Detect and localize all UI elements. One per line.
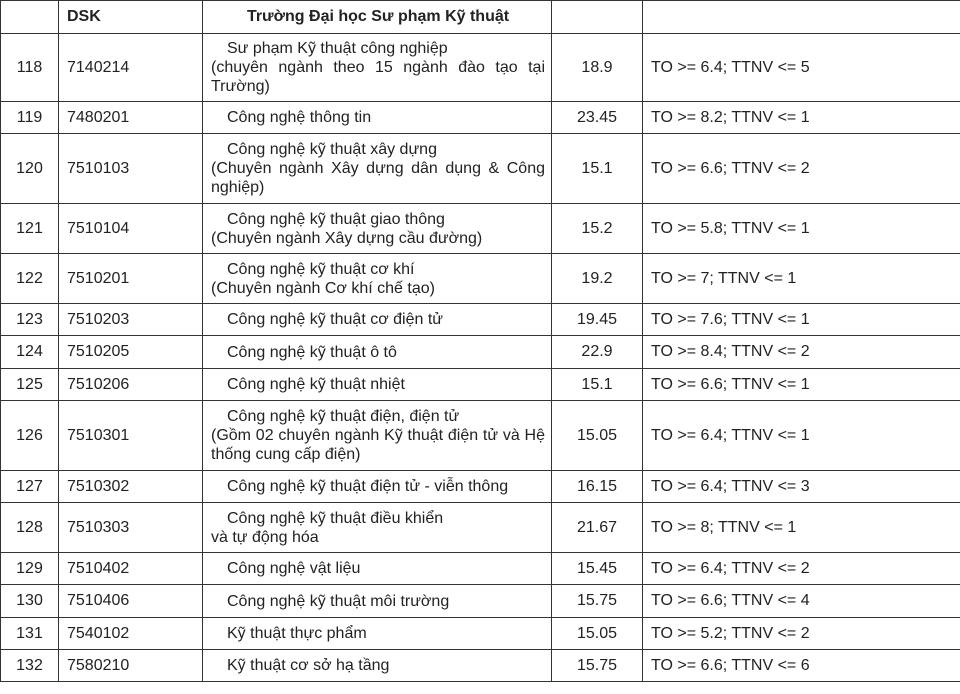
- row-index: 118: [1, 34, 59, 102]
- header-code: DSK: [59, 1, 203, 34]
- row-condition: TO >= 6.6; TTNV <= 4: [643, 585, 960, 618]
- row-major: [203, 336, 552, 369]
- header-index: [1, 1, 59, 34]
- row-score: 18.9: [552, 34, 643, 102]
- row-score: 15.2: [552, 204, 643, 254]
- major-name: Công nghệ kỹ thuật cơ khí: [227, 260, 415, 278]
- major-note: và tự động hóa: [211, 528, 319, 546]
- major-note: (Chuyên ngành Xây dựng cầu đường): [211, 229, 483, 247]
- row-major: [203, 204, 552, 254]
- row-code: 7510302: [59, 471, 203, 503]
- row-major: [203, 34, 552, 102]
- major-name: Công nghệ kỹ thuật ô tô: [227, 343, 397, 361]
- row-condition: TO >= 6.4; TTNV <= 1: [643, 401, 960, 471]
- row-index: 119: [1, 102, 59, 134]
- row-index: 124: [1, 336, 59, 369]
- table-row: [1, 553, 960, 585]
- row-condition: TO >= 5.2; TTNV <= 2: [643, 618, 960, 650]
- row-index: 120: [1, 134, 59, 204]
- row-major: [203, 585, 552, 618]
- table-header-row: [1, 1, 960, 34]
- row-score: 15.05: [552, 401, 643, 471]
- row-index: 131: [1, 618, 59, 650]
- row-condition: TO >= 6.4; TTNV <= 5: [643, 34, 960, 102]
- row-condition: TO >= 6.6; TTNV <= 2: [643, 134, 960, 204]
- row-score: 21.67: [552, 503, 643, 553]
- row-index: 123: [1, 304, 59, 336]
- row-index: 129: [1, 553, 59, 585]
- major-name: Sư phạm Kỹ thuật công nghiệp: [227, 40, 448, 57]
- table-row: [1, 102, 960, 134]
- table-row: [1, 503, 960, 553]
- row-code: 7510402: [59, 553, 203, 585]
- row-code: 7140214: [59, 34, 203, 102]
- row-major: [203, 401, 552, 471]
- major-name: Công nghệ kỹ thuật nhiệt: [227, 376, 405, 393]
- row-score: 15.75: [552, 585, 643, 618]
- table-row: [1, 34, 960, 102]
- row-code: 7510103: [59, 134, 203, 204]
- table-row: [1, 585, 960, 618]
- row-condition: TO >= 8.2; TTNV <= 1: [643, 102, 960, 134]
- row-index: 132: [1, 650, 59, 682]
- row-score: 23.45: [552, 102, 643, 134]
- major-name: Kỹ thuật thực phẩm: [227, 625, 367, 642]
- row-score: 15.45: [552, 553, 643, 585]
- major-name: Công nghệ kỹ thuật cơ điện tử: [227, 311, 443, 328]
- row-major: [203, 134, 552, 204]
- row-score: 16.15: [552, 471, 643, 503]
- major-name: Công nghệ kỹ thuật giao thông: [227, 210, 445, 228]
- table-body: [1, 34, 960, 682]
- row-major: [203, 650, 552, 682]
- row-index: 127: [1, 471, 59, 503]
- row-code: 7510203: [59, 304, 203, 336]
- row-condition: TO >= 8; TTNV <= 1: [643, 503, 960, 553]
- row-index: 122: [1, 254, 59, 304]
- major-note: (Chuyên ngành Xây dựng dân dụng & Công nghiệp): [211, 160, 545, 196]
- row-condition: TO >= 5.8; TTNV <= 1: [643, 204, 960, 254]
- row-condition: TO >= 6.6; TTNV <= 6: [643, 650, 960, 682]
- major-name: Công nghệ thông tin: [227, 109, 372, 126]
- row-major: [203, 102, 552, 134]
- row-major: [203, 553, 552, 585]
- row-code: 7510206: [59, 369, 203, 401]
- row-major: [203, 304, 552, 336]
- table-row: [1, 650, 960, 682]
- row-score: 22.9: [552, 336, 643, 369]
- row-major: [203, 471, 552, 503]
- table-row: [1, 369, 960, 401]
- row-index: 130: [1, 585, 59, 618]
- table-row: [1, 401, 960, 471]
- row-code: 7580210: [59, 650, 203, 682]
- major-name: Công nghệ kỹ thuật điện, điện tử: [227, 408, 460, 425]
- row-code: 7510205: [59, 336, 203, 369]
- row-code: 7510303: [59, 503, 203, 553]
- row-major: [203, 618, 552, 650]
- row-index: 125: [1, 369, 59, 401]
- row-condition: TO >= 7; TTNV <= 1: [643, 254, 960, 304]
- row-code: 7510201: [59, 254, 203, 304]
- row-score: 15.75: [552, 650, 643, 682]
- row-major: [203, 503, 552, 553]
- row-code: 7540102: [59, 618, 203, 650]
- major-note: (Chuyên ngành Cơ khí chế tạo): [211, 279, 435, 297]
- row-index: 126: [1, 401, 59, 471]
- table-row: [1, 336, 960, 369]
- row-score: 15.1: [552, 369, 643, 401]
- table-row: [1, 304, 960, 336]
- row-major: [203, 254, 552, 304]
- major-name: Công nghệ vật liệu: [227, 560, 361, 577]
- row-code: 7510406: [59, 585, 203, 618]
- table-row: [1, 254, 960, 304]
- row-condition: TO >= 6.4; TTNV <= 3: [643, 471, 960, 503]
- header-condition: [643, 1, 960, 34]
- header-score: [552, 1, 643, 34]
- row-condition: TO >= 6.4; TTNV <= 2: [643, 553, 960, 585]
- major-name: Công nghệ kỹ thuật điều khiển: [227, 509, 444, 527]
- header-school-name: Trường Đại học Sư phạm Kỹ thuật: [203, 1, 552, 34]
- table-row: [1, 204, 960, 254]
- row-major: [203, 369, 552, 401]
- row-code: 7510301: [59, 401, 203, 471]
- row-score: 15.1: [552, 134, 643, 204]
- table-row: [1, 134, 960, 204]
- row-code: 7510104: [59, 204, 203, 254]
- row-score: 19.2: [552, 254, 643, 304]
- major-note: (chuyên ngành theo 15 ngành đào tạo tại Trường): [211, 59, 545, 95]
- major-name: Công nghệ kỹ thuật điện tử - viễn thông: [227, 478, 509, 495]
- major-name: Kỹ thuật cơ sở hạ tầng: [227, 657, 390, 674]
- row-score: 19.45: [552, 304, 643, 336]
- row-index: 121: [1, 204, 59, 254]
- row-index: 128: [1, 503, 59, 553]
- table-row: [1, 618, 960, 650]
- row-code: 7480201: [59, 102, 203, 134]
- row-condition: TO >= 6.6; TTNV <= 1: [643, 369, 960, 401]
- row-score: 15.05: [552, 618, 643, 650]
- row-condition: TO >= 8.4; TTNV <= 2: [643, 336, 960, 369]
- row-condition: TO >= 7.6; TTNV <= 1: [643, 304, 960, 336]
- major-note: (Gồm 02 chuyên ngành Kỹ thuật điện tử và Hệ thống cung cấp điện): [211, 427, 545, 463]
- table-row: [1, 471, 960, 503]
- major-name: Công nghệ kỹ thuật môi trường: [227, 592, 450, 610]
- major-name: Công nghệ kỹ thuật xây dựng: [227, 141, 437, 158]
